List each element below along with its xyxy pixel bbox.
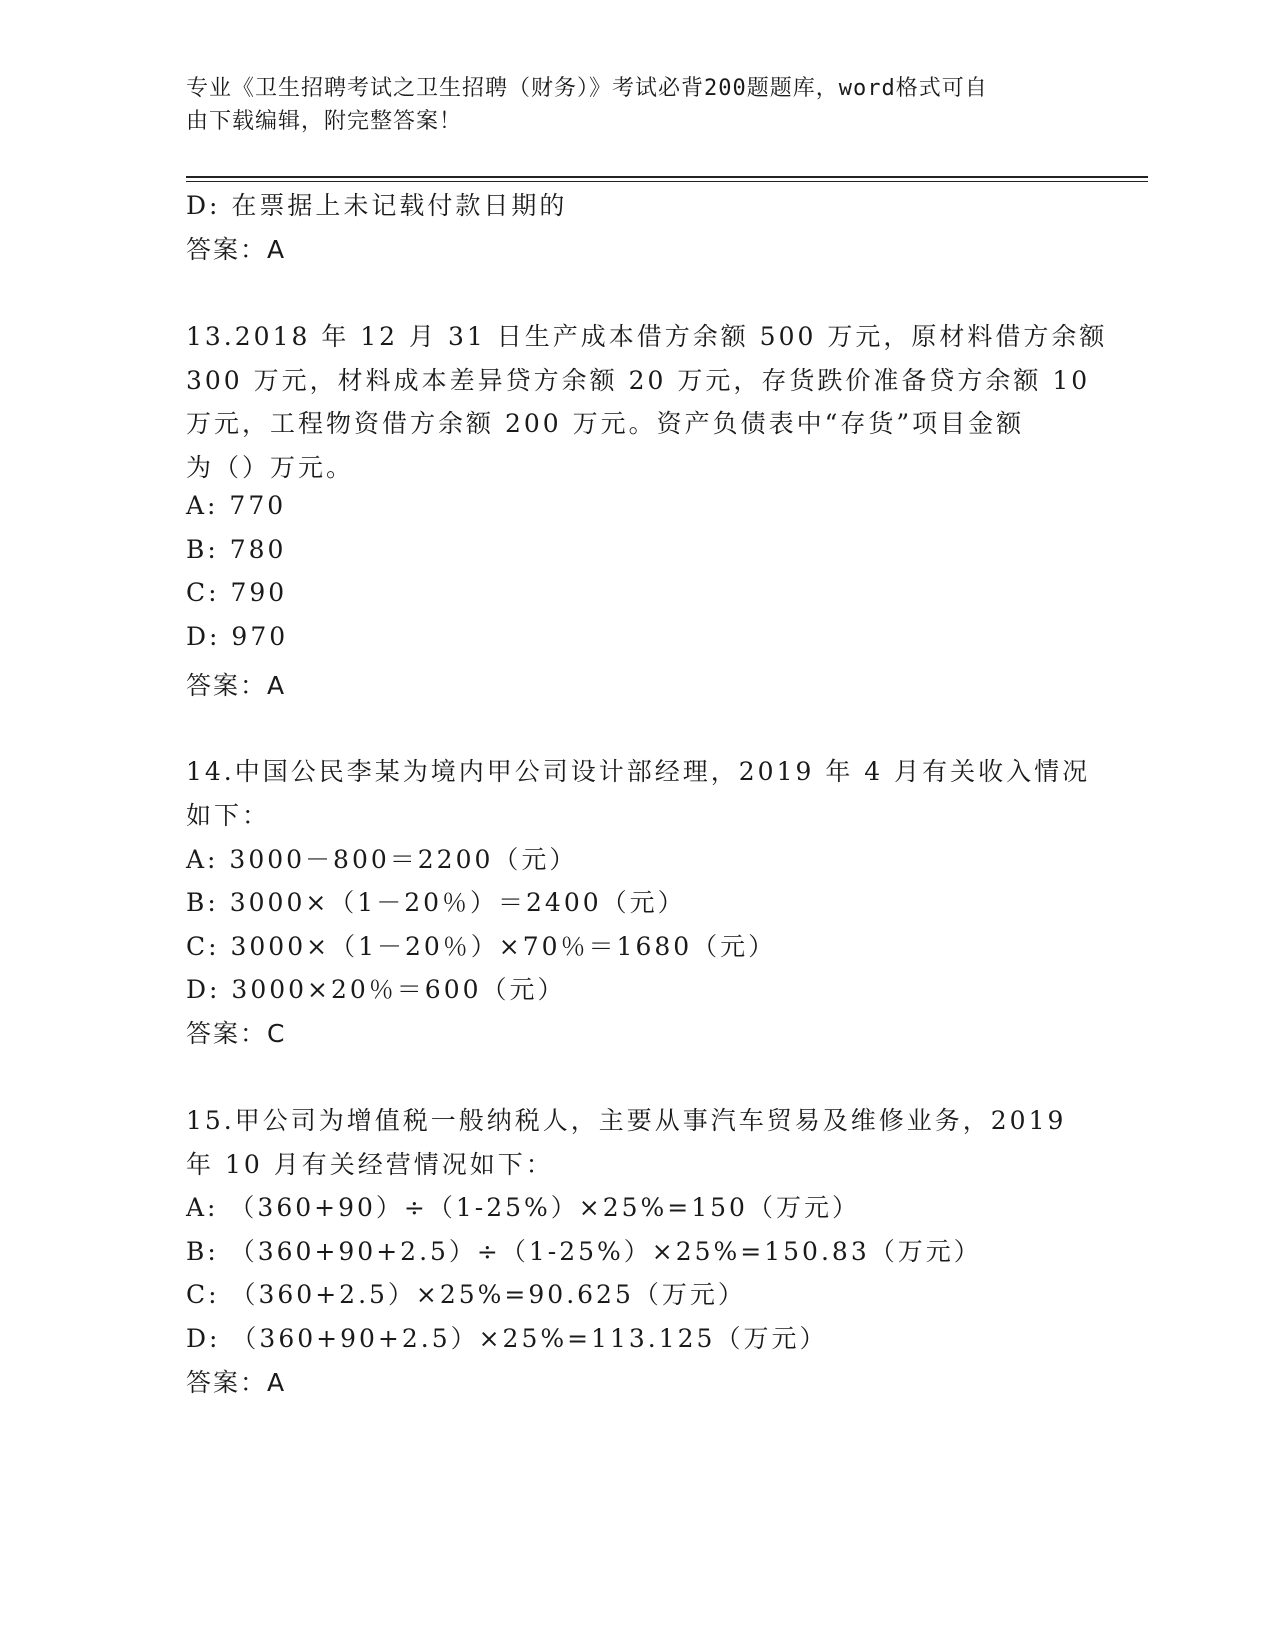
- q13-option-b: B: 780: [186, 535, 287, 564]
- q14-answer: 答案：C: [186, 1019, 287, 1048]
- header-divider: [186, 176, 1148, 178]
- q13-stem-line-3: 万元，工程物资借方余额 200 万元。资产负债表中“存货”项目金额: [186, 409, 1025, 438]
- q14-option-a: A: 3000－800＝2200（元）: [186, 845, 578, 874]
- q13-stem-line-4: 为（）万元。: [186, 453, 355, 482]
- q15-option-a: A: （360+90）÷（1-25%）×25%=150（万元）: [186, 1193, 860, 1222]
- q15-stem-line-1: 15.甲公司为增值税一般纳税人，主要从事汽车贸易及维修业务，2019: [186, 1106, 1067, 1135]
- q15-option-d: D: （360+90+2.5）×25%=113.125（万元）: [186, 1324, 828, 1353]
- q13-option-a: A: 770: [186, 491, 287, 520]
- q13-stem-line-2: 300 万元，材料成本差异贷方余额 20 万元，存货跌价准备贷方余额 10: [186, 366, 1091, 395]
- q14-stem-line-2: 如下：: [186, 801, 271, 830]
- q14-option-c: C: 3000×（1－20％）×70％＝1680（元）: [186, 932, 777, 961]
- header-line-1: 专业《卫生招聘考试之卫生招聘（财务）》考试必背200题题库，word格式可自: [186, 76, 988, 101]
- q13-stem-line-1: 13.2018 年 12 月 31 日生产成本借方余额 500 万元，原材料借方余额: [186, 322, 1108, 351]
- q15-stem-line-2: 年 10 月有关经营情况如下：: [186, 1150, 554, 1179]
- q12-option-d: D: 在票据上未记载付款日期的: [186, 191, 568, 220]
- q13-option-d: D: 970: [186, 622, 289, 651]
- q14-option-b: B: 3000×（1－20％）＝2400（元）: [186, 888, 686, 917]
- q15-option-c: C: （360+2.5）×25%=90.625（万元）: [186, 1280, 746, 1309]
- q13-answer: 答案：A: [186, 671, 287, 700]
- header-line-2: 由下载编辑，附完整答案！: [186, 109, 463, 134]
- document-header: [186, 72, 1066, 138]
- q15-option-b: B: （360+90+2.5）÷（1-25%）×25%=150.83（万元）: [186, 1237, 982, 1266]
- q14-option-d: D: 3000×20％＝600（元）: [186, 975, 566, 1004]
- header-divider-thin: [186, 181, 1148, 182]
- q14-stem-line-1: 14.中国公民李某为境内甲公司设计部经理，2019 年 4 月有关收入情况: [186, 757, 1091, 786]
- q12-answer: 答案：A: [186, 235, 287, 264]
- q15-answer: 答案：A: [186, 1368, 287, 1397]
- q13-option-c: C: 790: [186, 578, 288, 607]
